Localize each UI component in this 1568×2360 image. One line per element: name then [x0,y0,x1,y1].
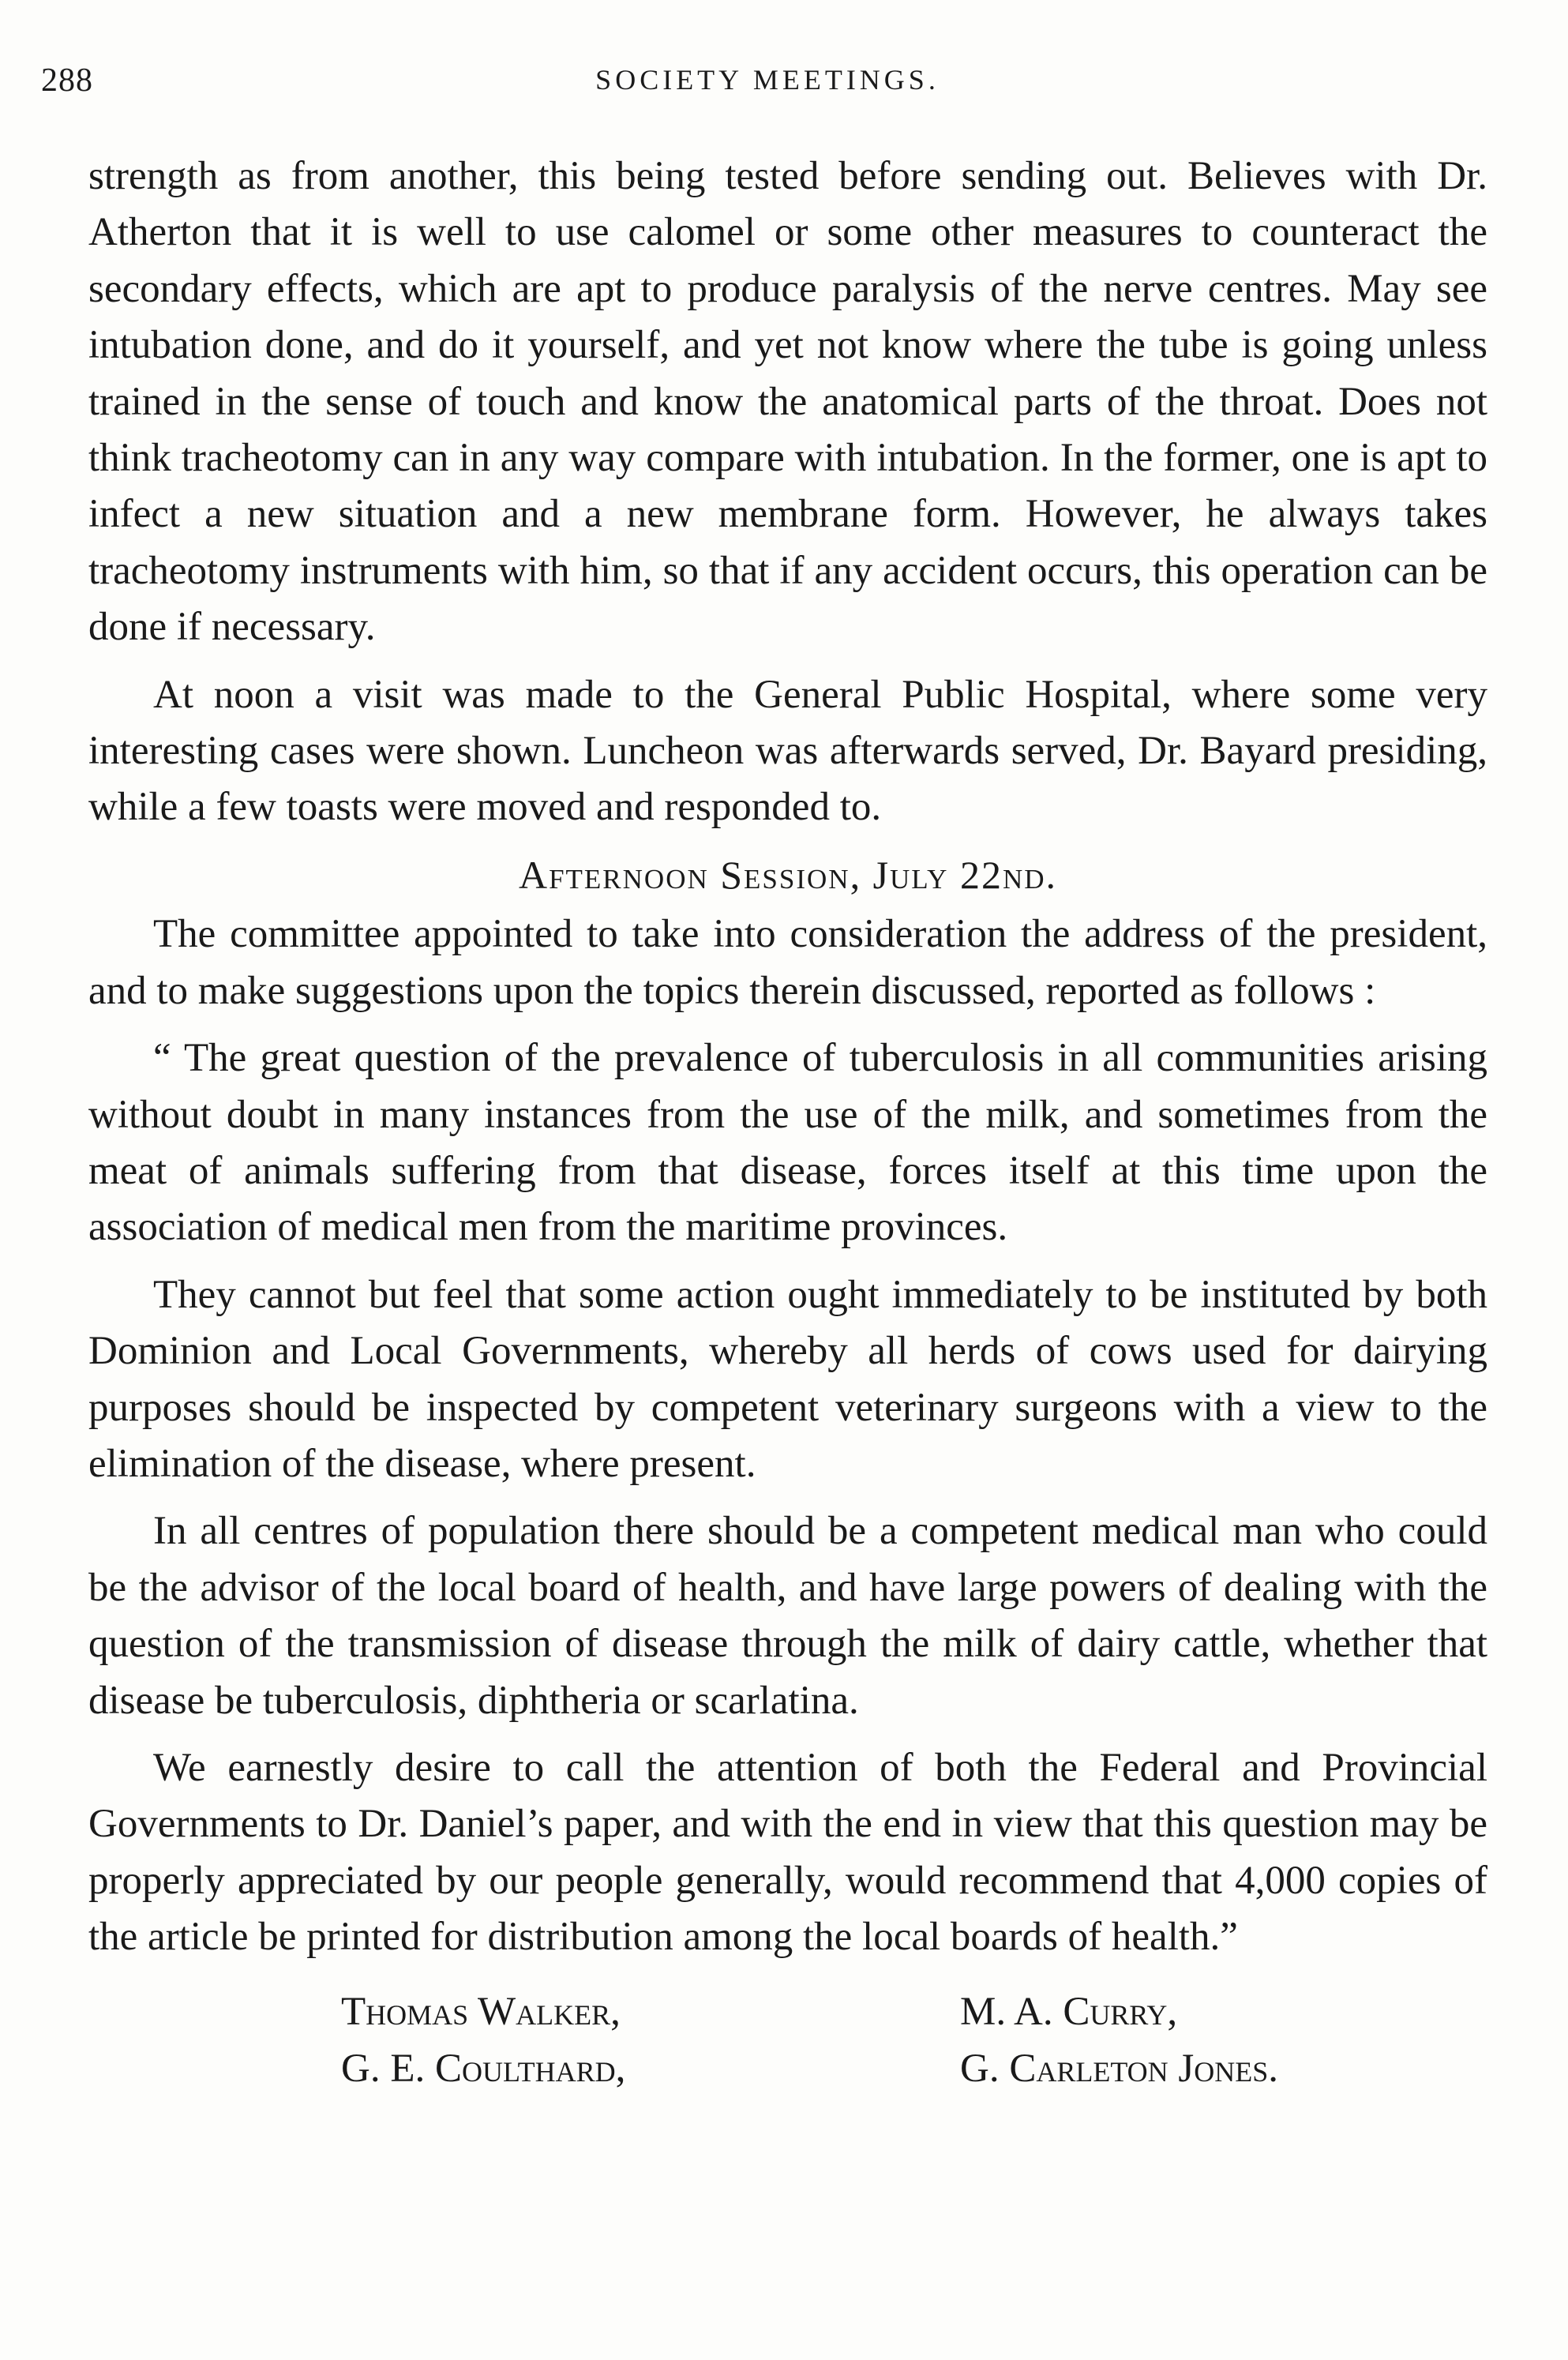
paragraph-hospital-visit: At noon a visit was made to the General Public Hospital, where some very interesting cases were shown. Luncheon was afterwards served, Dr. Bayard presiding, while a few toasts were moved and responded to. [88,672,1487,830]
body-text [88,148,1487,2102]
signature-name: G. E. Coulthard, [341,2046,626,2091]
paragraph-inspection: They cannot but feel that some action ought immediately to be instituted by both Dominion and Local Governments, whereby all herds of cows used for dairying purposes should be inspected by competent veterinary surgeons with a view to the elimination of the disease, where present. [88,1272,1487,1486]
section-heading: Afternoon Session, July 22nd. [518,852,1058,897]
paragraph-tuberculosis: “ The great question of the prevalence of tuberculosis in all communities arising without doubt in many instances from the use of the milk, and sometimes from the meat of animals suffering from that disease, forces itself at this time upon the association of medical men from the maritime provinces. [88,1036,1487,1250]
signature-name: G. Carleton Jones. [960,2046,1279,2091]
paragraph-medical-advisor: In all centres of population there should be a competent medical man who could be the advisor of the local board of health, and have large powers of dealing with the question of the transmission of disease through the milk of dairy cattle, whether that disease be tuberculosis, diphtheria or scarlatina. [88,1509,1487,1723]
signature-name: M. A. Curry, [960,1989,1178,2034]
signatures [88,1983,1487,2102]
signatures-right [960,1983,1278,2097]
signatures-left [341,1983,625,2097]
paragraph-recommendation: We earnestly desire to call the attention of both the Federal and Provincial Governments to Dr. Daniel’s paper, and with the end in view that this question may be properly appreciated by our people generally, would recommend that 4,000 copies of the article be printed for distribution among the local boards of health.” [88,1745,1487,1960]
page-number: 288 [41,62,93,99]
paragraph-committee-intro: The committee appointed to take into consideration the address of the president, and to make suggestions upon the topics therein discussed, reported as follows : [88,912,1487,1013]
running-title: SOCIETY MEETINGS. [595,64,940,96]
signature-name: Thomas Walker, [341,1989,621,2034]
running-head [41,62,1494,109]
paragraph-intubation-discussion: strength as from another, this being tested before sending out. Believes with Dr. Atherton that it is well to use calomel or some other measures to counteract the secondary effects, which are apt to produce paralysis of the nerve centres. May see intubation done, and do it yourself, and yet not know where the tube is going unless trained in the sense of touch and know the anatomical parts of the throat. Does not think tracheotomy can in any way compare with intubation. In the former, one is apt to infect a new situation and a new membrane form. However, he always takes tracheotomy instruments with him, so that if any accident occurs, this operation can be done if necessary. [88,154,1487,650]
